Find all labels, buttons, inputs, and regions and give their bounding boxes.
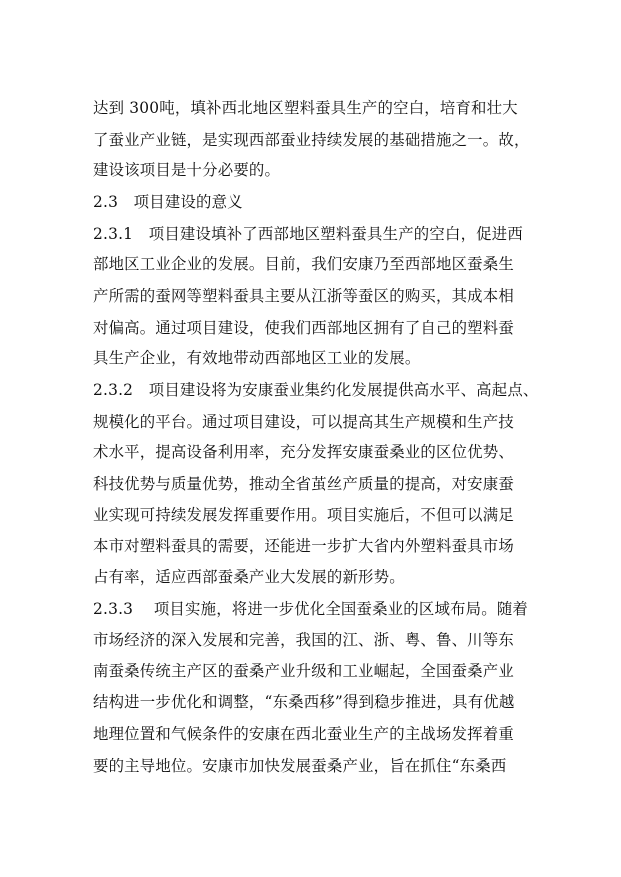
text-line: 占有率，适应西部蚕桑产业大发展的新形势。 (93, 568, 405, 586)
text-line: 了蚕业产业链，是实现西部蚕业持续发展的基础措施之一。故， (93, 131, 530, 149)
text-line: 部地区工业企业的发展。目前，我们安康乃至西部地区蚕桑生 (93, 255, 514, 273)
text-line: 科技优势与质量优势，推动全省茧丝产质量的提高，对安康蚕 (93, 475, 514, 493)
text-line: 南蚕桑传统主产区的蚕桑产业升级和工业崛起，全国蚕桑产业 (93, 662, 514, 680)
text-line: 市场经济的深入发展和完善，我国的江、浙、粤、鲁、川等东 (93, 631, 514, 649)
text-line: 产所需的蚕网等塑料蚕具主要从江浙等蚕区的购买，其成本相 (93, 287, 514, 305)
text-line: 对偏高。通过项目建设，使我们西部地区拥有了自己的塑料蚕 (93, 319, 514, 337)
text-line: 2.3.2 项目建设将为安康蚕业集约化发展提供高水平、高起点、 (93, 381, 539, 399)
text-line: 2.3.3 项目实施，将进一步优化全国蚕桑业的区域布局。随着 (93, 600, 529, 618)
text-line: 达到 300吨，填补西北地区塑料蚕具生产的空白，培育和壮大 (93, 99, 518, 117)
text-line: 2.3.1 项目建设填补了西部地区塑料蚕具生产的空白，促进西 (93, 225, 523, 243)
text-line: 术水平，提高设备利用率，充分发挥安康蚕桑业的区位优势、 (93, 443, 514, 461)
section-heading: 2.3 项目建设的意义 (93, 193, 243, 211)
text-line: 业实现可持续发展发挥重要作用。项目实施后，不但可以满足 (93, 506, 514, 524)
text-line: 结构进一步优化和调整，“东桑西移”得到稳步推进，具有优越 (93, 693, 515, 711)
text-line: 要的主导地位。安康市加快发展蚕桑产业，旨在抓住“东桑西 (93, 757, 507, 775)
text-line: 建设该项目是十分必要的。 (93, 161, 281, 179)
text-line: 本市对塑料蚕具的需要，还能进一步扩大省内外塑料蚕具市场 (93, 537, 514, 555)
text-line: 具生产企业，有效地带动西部地区工业的发展。 (93, 349, 421, 367)
text-line: 规模化的平台。通过项目建设，可以提高其生产规模和生产技 (93, 413, 514, 431)
text-line: 地理位置和气候条件的安康在西北蚕业生产的主战场发挥着重 (93, 725, 514, 743)
